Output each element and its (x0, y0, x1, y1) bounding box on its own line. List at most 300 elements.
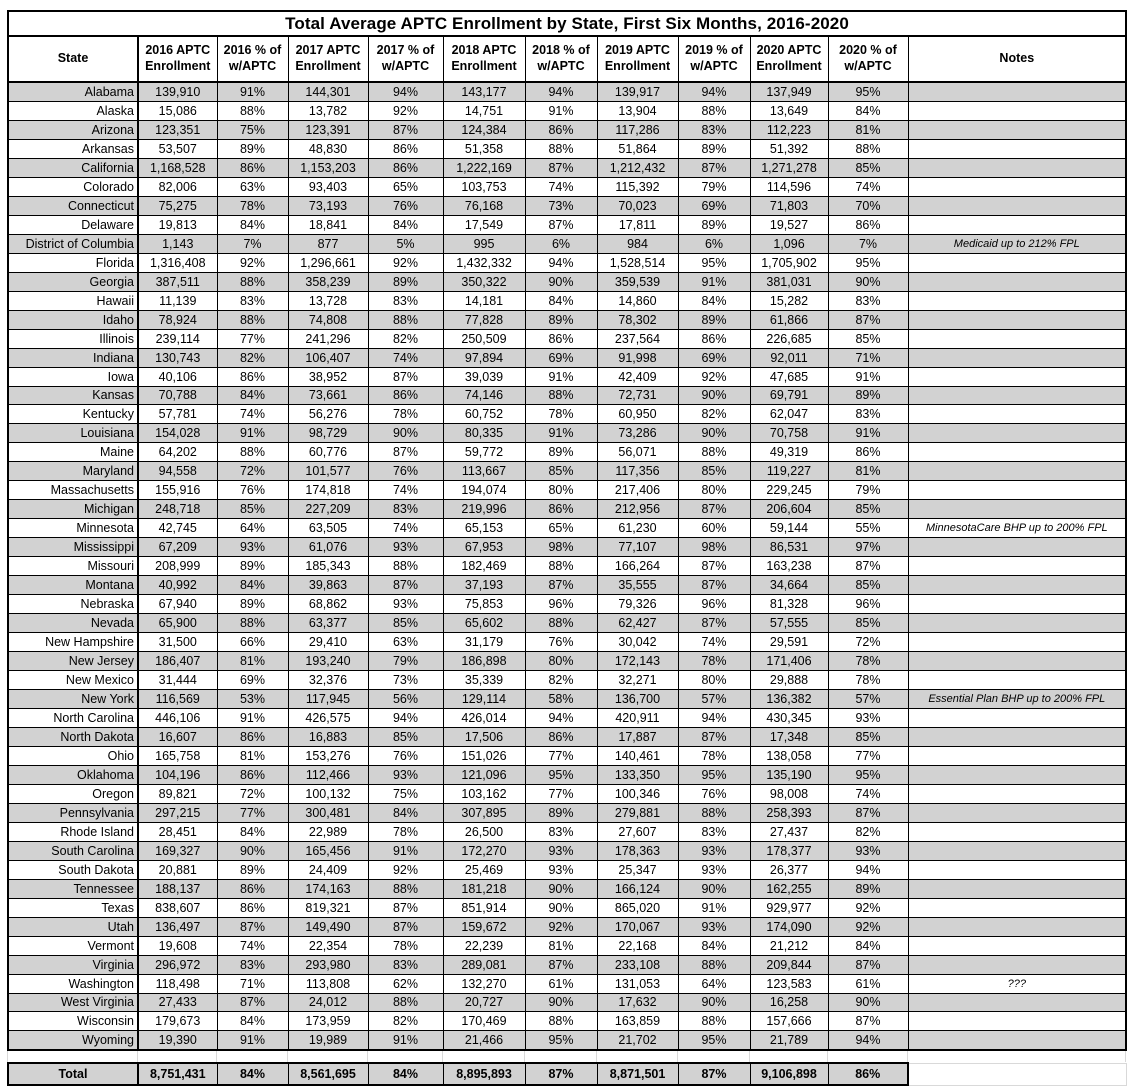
column-header-notes: Notes (908, 36, 1126, 82)
percent-cell: 55% (828, 519, 908, 538)
state-cell: Colorado (8, 177, 138, 196)
enrollment-cell: 239,114 (138, 329, 217, 348)
percent-cell: 78% (828, 652, 908, 671)
percent-cell: 91% (828, 424, 908, 443)
enrollment-cell: 57,555 (750, 614, 828, 633)
enrollment-cell: 60,752 (443, 405, 525, 424)
enrollment-cell: 19,813 (138, 215, 217, 234)
column-header-enrollment-4: 2020 APTC Enrollment (750, 36, 828, 82)
percent-cell: 60% (678, 519, 750, 538)
enrollment-cell: 174,090 (750, 917, 828, 936)
percent-cell: 91% (217, 82, 288, 101)
enrollment-cell: 98,729 (288, 424, 368, 443)
percent-cell: 87% (525, 576, 597, 595)
percent-cell: 94% (368, 82, 443, 101)
enrollment-cell: 37,193 (443, 576, 525, 595)
enrollment-cell: 76,168 (443, 196, 525, 215)
enrollment-cell: 51,864 (597, 139, 678, 158)
percent-cell: 92% (217, 253, 288, 272)
state-cell: Georgia (8, 272, 138, 291)
table-row (8, 158, 1126, 177)
enrollment-cell: 426,575 (288, 708, 368, 727)
note-cell (908, 765, 1126, 784)
state-cell: Massachusetts (8, 481, 138, 500)
table-row (8, 993, 1126, 1012)
percent-cell: 92% (368, 101, 443, 120)
enrollment-cell: 209,844 (750, 955, 828, 974)
percent-cell: 92% (368, 860, 443, 879)
percent-cell: 90% (217, 841, 288, 860)
percent-cell: 77% (525, 746, 597, 765)
percent-cell: 90% (828, 272, 908, 291)
table-row (8, 1012, 1126, 1031)
note-cell (908, 860, 1126, 879)
enrollment-cell: 149,490 (288, 917, 368, 936)
enrollment-cell: 15,282 (750, 291, 828, 310)
enrollment-cell: 40,106 (138, 367, 217, 386)
enrollment-cell: 35,555 (597, 576, 678, 595)
enrollment-cell: 27,607 (597, 822, 678, 841)
percent-cell: 94% (525, 82, 597, 101)
state-cell: Ohio (8, 746, 138, 765)
percent-cell: 89% (525, 443, 597, 462)
percent-cell: 77% (217, 803, 288, 822)
total-percent-cell: 87% (678, 1063, 750, 1085)
note-cell: ??? (908, 974, 1126, 993)
enrollment-cell: 166,264 (597, 557, 678, 576)
percent-cell: 89% (678, 215, 750, 234)
percent-cell: 93% (525, 841, 597, 860)
table-row (8, 557, 1126, 576)
enrollment-cell: 17,549 (443, 215, 525, 234)
percent-cell: 87% (678, 614, 750, 633)
table-row (8, 424, 1126, 443)
enrollment-cell: 19,989 (288, 1031, 368, 1050)
note-cell (908, 424, 1126, 443)
enrollment-cell: 166,124 (597, 879, 678, 898)
percent-cell: 96% (525, 595, 597, 614)
percent-cell: 86% (828, 443, 908, 462)
percent-cell: 88% (678, 101, 750, 120)
percent-cell: 83% (368, 500, 443, 519)
enrollment-cell: 26,500 (443, 822, 525, 841)
percent-cell: 87% (828, 1012, 908, 1031)
state-cell: North Carolina (8, 708, 138, 727)
state-cell: Tennessee (8, 879, 138, 898)
gridline-cell (8, 1051, 138, 1062)
enrollment-cell: 64,202 (138, 443, 217, 462)
table-row (8, 898, 1126, 917)
note-cell (908, 841, 1126, 860)
percent-cell: 87% (217, 917, 288, 936)
enrollment-cell: 123,391 (288, 120, 368, 139)
enrollment-cell: 22,239 (443, 936, 525, 955)
state-cell: South Carolina (8, 841, 138, 860)
enrollment-cell: 51,392 (750, 139, 828, 158)
percent-cell: 84% (217, 1012, 288, 1031)
table-row (8, 386, 1126, 405)
table-row (8, 139, 1126, 158)
enrollment-cell: 226,685 (750, 329, 828, 348)
percent-cell: 87% (368, 443, 443, 462)
note-cell (908, 215, 1126, 234)
enrollment-cell: 104,196 (138, 765, 217, 784)
gridline-cell (678, 1051, 750, 1062)
total-percent-cell: 87% (525, 1063, 597, 1085)
percent-cell: 95% (828, 253, 908, 272)
note-cell (908, 481, 1126, 500)
enrollment-cell: 186,898 (443, 652, 525, 671)
state-cell: New Hampshire (8, 633, 138, 652)
percent-cell: 83% (678, 120, 750, 139)
percent-cell: 87% (678, 158, 750, 177)
enrollment-cell: 17,887 (597, 727, 678, 746)
percent-cell: 78% (678, 652, 750, 671)
percent-cell: 88% (217, 443, 288, 462)
total-table (7, 1062, 1127, 1086)
enrollment-cell: 140,461 (597, 746, 678, 765)
state-cell: Illinois (8, 329, 138, 348)
enrollment-cell: 61,866 (750, 310, 828, 329)
enrollment-cell: 13,649 (750, 101, 828, 120)
enrollment-cell: 29,410 (288, 633, 368, 652)
table-row (8, 595, 1126, 614)
percent-cell: 89% (368, 272, 443, 291)
state-cell: Nevada (8, 614, 138, 633)
note-cell (908, 633, 1126, 652)
enrollment-cell: 77,828 (443, 310, 525, 329)
table-row (8, 462, 1126, 481)
percent-cell: 81% (217, 652, 288, 671)
note-cell (908, 671, 1126, 690)
enrollment-cell: 241,296 (288, 329, 368, 348)
percent-cell: 85% (828, 576, 908, 595)
percent-cell: 85% (828, 614, 908, 633)
note-cell (908, 557, 1126, 576)
percent-cell: 90% (678, 424, 750, 443)
enrollment-cell: 80,335 (443, 424, 525, 443)
total-label-cell: Total (8, 1063, 138, 1085)
enrollment-cell: 279,881 (597, 803, 678, 822)
enrollment-cell: 13,904 (597, 101, 678, 120)
percent-cell: 61% (525, 974, 597, 993)
percent-cell: 89% (525, 310, 597, 329)
enrollment-cell: 237,564 (597, 329, 678, 348)
enrollment-cell: 19,527 (750, 215, 828, 234)
percent-cell: 84% (678, 291, 750, 310)
note-cell (908, 993, 1126, 1012)
total-note-cell (908, 1063, 1126, 1085)
note-cell (908, 538, 1126, 557)
percent-cell: 96% (828, 595, 908, 614)
percent-cell: 90% (525, 879, 597, 898)
percent-cell: 88% (217, 272, 288, 291)
enrollment-cell: 174,163 (288, 879, 368, 898)
percent-cell: 86% (525, 329, 597, 348)
percent-cell: 90% (368, 424, 443, 443)
percent-cell: 83% (828, 291, 908, 310)
enrollment-cell: 1,296,661 (288, 253, 368, 272)
enrollment-cell: 217,406 (597, 481, 678, 500)
note-cell (908, 348, 1126, 367)
table-row (8, 746, 1126, 765)
percent-cell: 83% (525, 822, 597, 841)
state-cell: Arizona (8, 120, 138, 139)
percent-cell: 57% (678, 690, 750, 709)
percent-cell: 84% (217, 215, 288, 234)
percent-cell: 88% (368, 993, 443, 1012)
enrollment-cell: 21,789 (750, 1031, 828, 1050)
note-cell (908, 329, 1126, 348)
percent-cell: 93% (368, 538, 443, 557)
percent-cell: 61% (828, 974, 908, 993)
percent-cell: 87% (368, 917, 443, 936)
percent-cell: 76% (678, 784, 750, 803)
percent-cell: 81% (525, 936, 597, 955)
percent-cell: 78% (678, 746, 750, 765)
note-cell (908, 272, 1126, 291)
enrollment-cell: 995 (443, 234, 525, 253)
percent-cell: 88% (525, 386, 597, 405)
enrollment-cell: 296,972 (138, 955, 217, 974)
note-cell (908, 158, 1126, 177)
percent-cell: 91% (217, 424, 288, 443)
table-row (8, 936, 1126, 955)
enrollment-cell: 163,859 (597, 1012, 678, 1031)
enrollment-cell: 56,071 (597, 443, 678, 462)
enrollment-cell: 124,384 (443, 120, 525, 139)
state-cell: New Jersey (8, 652, 138, 671)
enrollment-cell: 206,604 (750, 500, 828, 519)
enrollment-cell: 865,020 (597, 898, 678, 917)
total-percent-cell: 84% (217, 1063, 288, 1085)
state-cell: Minnesota (8, 519, 138, 538)
percent-cell: 90% (525, 898, 597, 917)
enrollment-cell: 119,227 (750, 462, 828, 481)
enrollment-cell: 28,451 (138, 822, 217, 841)
enrollment-cell: 132,270 (443, 974, 525, 993)
percent-cell: 5% (368, 234, 443, 253)
percent-cell: 79% (368, 652, 443, 671)
percent-cell: 69% (525, 348, 597, 367)
percent-cell: 94% (828, 1031, 908, 1050)
table-row (8, 215, 1126, 234)
percent-cell: 69% (678, 348, 750, 367)
state-cell: Rhode Island (8, 822, 138, 841)
enrollment-cell: 100,346 (597, 784, 678, 803)
enrollment-cell: 13,782 (288, 101, 368, 120)
note-cell (908, 1031, 1126, 1050)
table-row (8, 690, 1126, 709)
percent-cell: 78% (525, 405, 597, 424)
enrollment-cell: 14,181 (443, 291, 525, 310)
enrollment-cell: 17,811 (597, 215, 678, 234)
enrollment-cell: 212,956 (597, 500, 678, 519)
state-cell: Hawaii (8, 291, 138, 310)
state-cell: Delaware (8, 215, 138, 234)
enrollment-cell: 194,074 (443, 481, 525, 500)
percent-cell: 90% (678, 386, 750, 405)
enrollment-cell: 20,727 (443, 993, 525, 1012)
note-cell (908, 367, 1126, 386)
table-row (8, 652, 1126, 671)
total-percent-cell: 86% (828, 1063, 908, 1085)
state-cell: Vermont (8, 936, 138, 955)
percent-cell: 81% (828, 120, 908, 139)
enrollment-cell: 70,758 (750, 424, 828, 443)
enrollment-cell: 27,433 (138, 993, 217, 1012)
table-row (8, 614, 1126, 633)
table-row (8, 519, 1126, 538)
percent-cell: 88% (525, 614, 597, 633)
enrollment-cell: 94,558 (138, 462, 217, 481)
percent-cell: 76% (368, 462, 443, 481)
enrollment-cell: 227,209 (288, 500, 368, 519)
enrollment-cell: 51,358 (443, 139, 525, 158)
table-row (8, 272, 1126, 291)
enrollment-cell: 24,012 (288, 993, 368, 1012)
percent-cell: 92% (368, 253, 443, 272)
enrollment-cell: 172,143 (597, 652, 678, 671)
state-cell: Maine (8, 443, 138, 462)
table-row (8, 348, 1126, 367)
state-cell: Nebraska (8, 595, 138, 614)
percent-cell: 58% (525, 690, 597, 709)
state-cell: South Dakota (8, 860, 138, 879)
enrollment-cell: 67,953 (443, 538, 525, 557)
table-row (8, 1031, 1126, 1050)
table-row (8, 253, 1126, 272)
total-enrollment-cell: 8,751,431 (138, 1063, 217, 1085)
note-cell (908, 955, 1126, 974)
enrollment-cell: 116,569 (138, 690, 217, 709)
percent-cell: 6% (525, 234, 597, 253)
enrollment-cell: 1,705,902 (750, 253, 828, 272)
enrollment-cell: 159,672 (443, 917, 525, 936)
percent-cell: 93% (678, 860, 750, 879)
percent-cell: 87% (368, 898, 443, 917)
percent-cell: 82% (217, 348, 288, 367)
enrollment-cell: 136,700 (597, 690, 678, 709)
enrollment-cell: 359,539 (597, 272, 678, 291)
enrollment-cell: 143,177 (443, 82, 525, 101)
note-cell (908, 727, 1126, 746)
enrollment-cell: 71,803 (750, 196, 828, 215)
percent-cell: 73% (368, 671, 443, 690)
enrollment-cell: 154,028 (138, 424, 217, 443)
enrollment-cell: 300,481 (288, 803, 368, 822)
percent-cell: 88% (678, 803, 750, 822)
table-title: Total Average APTC Enrollment by State, First Six Months, 2016-2020 (8, 11, 1126, 36)
percent-cell: 85% (828, 329, 908, 348)
percent-cell: 95% (828, 82, 908, 101)
percent-cell: 82% (828, 822, 908, 841)
enrollment-cell: 179,673 (138, 1012, 217, 1031)
percent-cell: 78% (828, 671, 908, 690)
enrollment-cell: 233,108 (597, 955, 678, 974)
enrollment-cell: 78,302 (597, 310, 678, 329)
percent-cell: 79% (828, 481, 908, 500)
percent-cell: 97% (828, 538, 908, 557)
enrollment-cell: 13,728 (288, 291, 368, 310)
enrollment-cell: 186,407 (138, 652, 217, 671)
enrollment-cell: 170,469 (443, 1012, 525, 1031)
gridline-cell (368, 1051, 443, 1062)
percent-cell: 86% (828, 215, 908, 234)
percent-cell: 84% (828, 101, 908, 120)
enrollment-cell: 70,023 (597, 196, 678, 215)
column-header-enrollment-2: 2018 APTC Enrollment (443, 36, 525, 82)
percent-cell: 76% (368, 196, 443, 215)
percent-cell: 80% (678, 481, 750, 500)
gridline-cell (908, 1051, 1126, 1062)
percent-cell: 79% (678, 177, 750, 196)
enrollment-cell: 1,143 (138, 234, 217, 253)
enrollment-cell: 819,321 (288, 898, 368, 917)
table-row (8, 538, 1126, 557)
enrollment-cell: 173,959 (288, 1012, 368, 1031)
percent-cell: 73% (525, 196, 597, 215)
enrollment-cell: 155,916 (138, 481, 217, 500)
note-cell: Medicaid up to 212% FPL (908, 234, 1126, 253)
enrollment-cell: 144,301 (288, 82, 368, 101)
state-cell: Alaska (8, 101, 138, 120)
percent-cell: 91% (368, 841, 443, 860)
enrollment-cell: 98,008 (750, 784, 828, 803)
percent-cell: 94% (368, 708, 443, 727)
enrollment-cell: 61,230 (597, 519, 678, 538)
percent-cell: 94% (525, 253, 597, 272)
percent-cell: 81% (217, 746, 288, 765)
percent-cell: 88% (678, 443, 750, 462)
header-row (8, 36, 1126, 82)
note-cell (908, 101, 1126, 120)
enrollment-cell: 30,042 (597, 633, 678, 652)
percent-cell: 87% (828, 803, 908, 822)
percent-cell: 74% (217, 405, 288, 424)
enrollment-cell: 1,168,528 (138, 158, 217, 177)
enrollment-cell: 877 (288, 234, 368, 253)
percent-cell: 84% (828, 936, 908, 955)
note-cell (908, 936, 1126, 955)
note-cell (908, 917, 1126, 936)
percent-cell: 91% (828, 367, 908, 386)
percent-cell: 93% (678, 917, 750, 936)
percent-cell: 88% (828, 139, 908, 158)
column-header-state: State (8, 36, 138, 82)
percent-cell: 86% (525, 120, 597, 139)
enrollment-cell: 381,031 (750, 272, 828, 291)
enrollment-cell: 82,006 (138, 177, 217, 196)
note-cell (908, 291, 1126, 310)
note-cell (908, 708, 1126, 727)
enrollment-cell: 193,240 (288, 652, 368, 671)
percent-cell: 87% (678, 727, 750, 746)
percent-cell: 88% (217, 614, 288, 633)
percent-cell: 88% (678, 955, 750, 974)
total-enrollment-cell: 8,871,501 (597, 1063, 678, 1085)
enrollment-cell: 34,664 (750, 576, 828, 595)
percent-cell: 64% (678, 974, 750, 993)
percent-cell: 96% (678, 595, 750, 614)
percent-cell: 88% (525, 557, 597, 576)
state-cell: Maryland (8, 462, 138, 481)
column-header-enrollment-3: 2019 APTC Enrollment (597, 36, 678, 82)
percent-cell: 90% (828, 993, 908, 1012)
enrollment-cell: 89,821 (138, 784, 217, 803)
percent-cell: 86% (217, 367, 288, 386)
percent-cell: 89% (828, 386, 908, 405)
